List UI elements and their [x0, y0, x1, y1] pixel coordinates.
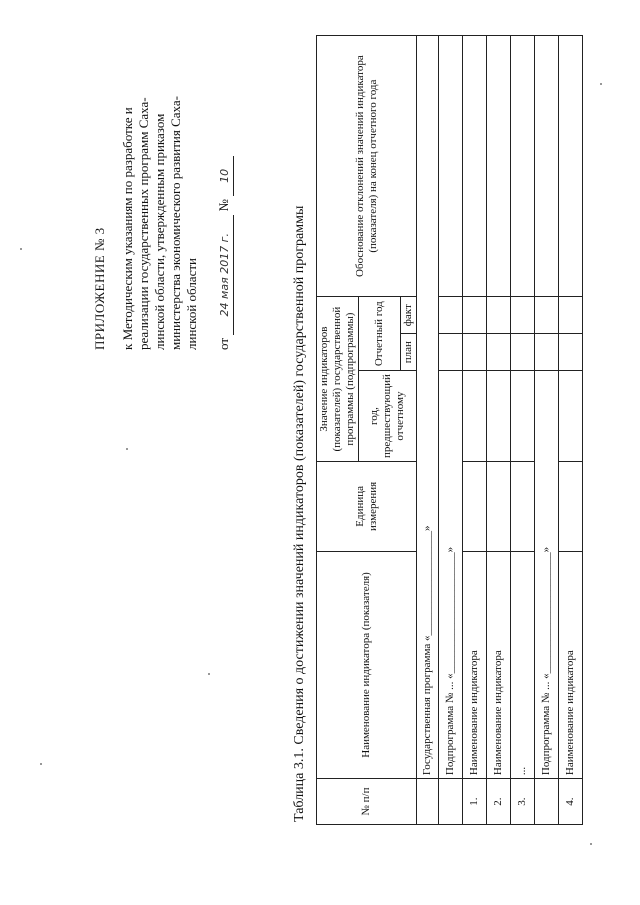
cell-prev [487, 371, 511, 462]
table-row [535, 36, 559, 825]
table-row [463, 36, 487, 825]
header-justification: Обоснование отклонений значений индикатора (показателя) на конец отчетного года [317, 36, 417, 297]
cell-name: ... [511, 551, 535, 778]
number-label: № [216, 199, 231, 212]
cell-plan [487, 334, 511, 371]
handwritten-number: 10 [217, 156, 234, 196]
cell-fact [463, 297, 487, 334]
scan-speck [600, 84, 602, 86]
cell-plan [439, 334, 463, 371]
cell-unit [487, 461, 511, 551]
appendix-header [92, 20, 234, 350]
cell-justification [535, 36, 559, 297]
appendix-text-line: министерства экономического развития Саха- [168, 96, 183, 350]
table-row [559, 36, 583, 825]
appendix-text-line: линской области [184, 258, 199, 350]
table-row [417, 36, 439, 825]
cell-fact [511, 297, 535, 334]
cell-plan [463, 334, 487, 371]
header-plan: план [401, 334, 417, 371]
table-row [511, 36, 535, 825]
header-fact: факт [401, 297, 417, 334]
header-values-group: Значение индикаторов (показателей) государственной программы (подпрограммы) [317, 297, 359, 462]
scan-speck [20, 249, 22, 251]
cell-justification [439, 36, 463, 297]
header-prev-year: год, предшествующий отчетному [359, 371, 417, 462]
cell-name: Наименование индикатора [559, 551, 583, 778]
cell-num [439, 779, 463, 825]
cell-unit [463, 461, 487, 551]
header-name: Наименование индикатора (показателя) [317, 551, 417, 778]
cell-num: 4. [559, 779, 583, 825]
cell-num [417, 779, 439, 825]
cell-plan [559, 334, 583, 371]
scan-speck [126, 449, 128, 451]
appendix-text-line: к Методическим указаниям по разработке и [120, 107, 135, 350]
cell-fact [535, 297, 559, 334]
program-row-label: Государственная программа «___________________» [417, 36, 439, 779]
handwritten-date: 24 мая 2017 г. [217, 215, 234, 335]
appendix-text-line: реализации государственных программ Саха- [136, 97, 151, 350]
cell-name: Наименование индикатора [487, 551, 511, 778]
header-unit: Единица измерения [317, 461, 417, 551]
from-label: от [216, 337, 231, 350]
subprogram-row-label: Подпрограмма № ... «______________________» [439, 371, 463, 779]
scan-speck [208, 674, 210, 676]
cell-fact [559, 297, 583, 334]
cell-prev [511, 371, 535, 462]
header-num: № п/п [317, 779, 417, 825]
cell-fact [439, 297, 463, 334]
indicators-table [316, 35, 583, 825]
cell-justification [511, 36, 535, 297]
header-report-year: Отчетный год [359, 297, 401, 371]
cell-num [535, 779, 559, 825]
scan-speck [40, 764, 42, 766]
cell-num: 2. [487, 779, 511, 825]
scan-speck [590, 844, 592, 846]
cell-num: 1. [463, 779, 487, 825]
cell-prev [559, 371, 583, 462]
order-date-line [216, 20, 234, 350]
table-row [439, 36, 463, 825]
table-header-row [317, 36, 359, 825]
cell-unit [559, 461, 583, 551]
table-title: Таблица 3.1. Сведения о достижении значений индикаторов (показателей) государственной программы [292, 205, 307, 822]
cell-name: Наименование индикатора [463, 551, 487, 778]
cell-fact [487, 297, 511, 334]
appendix-title: ПРИЛОЖЕНИЕ № 3 [92, 227, 107, 350]
cell-justification [463, 36, 487, 297]
cell-num: 3. [511, 779, 535, 825]
cell-justification [559, 36, 583, 297]
cell-justification [487, 36, 511, 297]
cell-prev [463, 371, 487, 462]
subprogram-row-label: Подпрограмма № ... «______________________» [535, 371, 559, 779]
cell-unit [511, 461, 535, 551]
cell-plan [511, 334, 535, 371]
appendix-text-line: линской области, утвержденным приказом [152, 113, 167, 350]
cell-plan [535, 334, 559, 371]
table-row [487, 36, 511, 825]
